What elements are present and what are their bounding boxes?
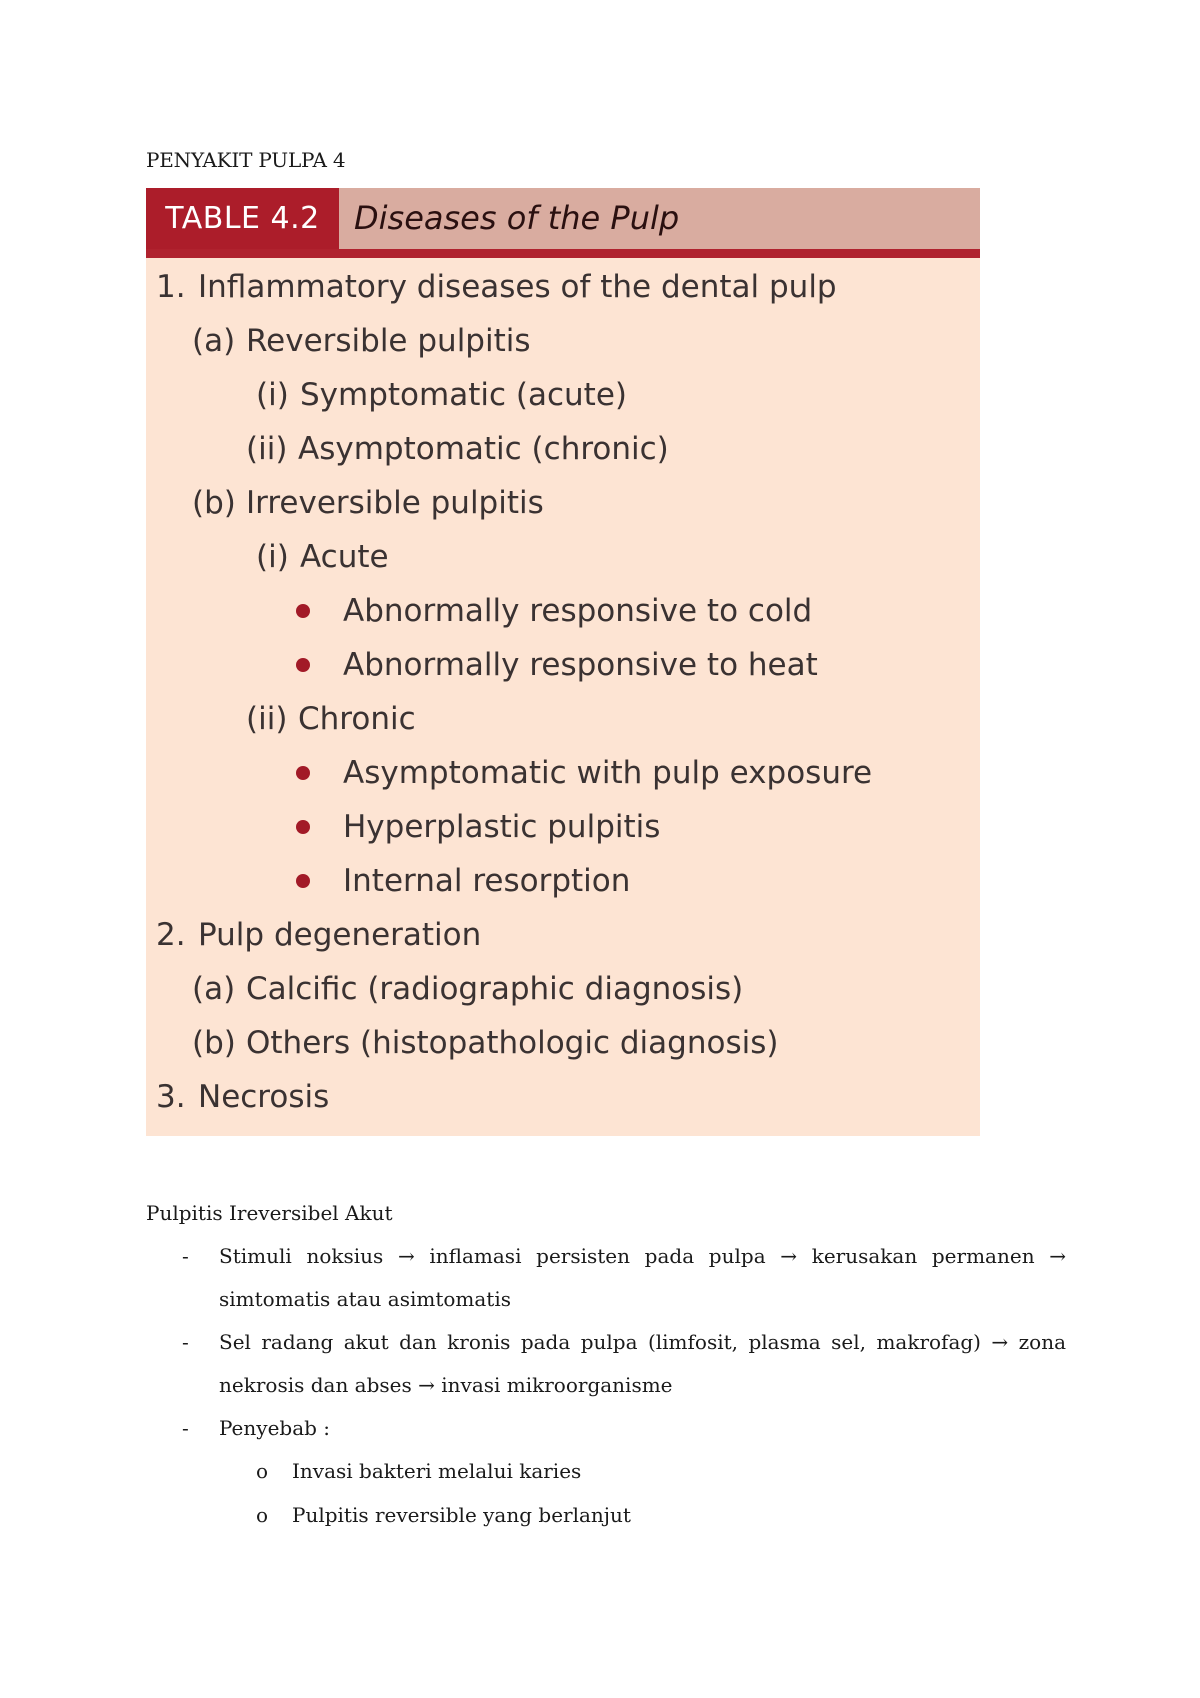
row-label: Abnormally responsive to heat	[343, 647, 818, 683]
row-label: Inflammatory diseases of the dental pulp	[198, 269, 837, 305]
dash-marker: -	[182, 1416, 189, 1440]
row-label: Hyperplastic pulpitis	[343, 809, 661, 845]
circle-bullet-icon: o	[256, 1503, 269, 1527]
row-marker: (b)	[192, 485, 236, 521]
row-marker: (a)	[192, 971, 236, 1007]
bullet-dot-icon	[296, 854, 334, 908]
circle-bullet-icon: o	[256, 1459, 269, 1483]
table-header	[146, 188, 980, 258]
row-label: Pulp degeneration	[198, 917, 482, 953]
note-text: Sel radang akut dan kronis pada pulpa (limfosit, plasma sel, makrofag) → zona nekrosis dan abses → invasi mikroorganisme	[219, 1330, 1066, 1397]
document-title: PENYAKIT PULPA 4	[146, 148, 346, 172]
row-marker: 2.	[156, 917, 186, 953]
row-label: Abnormally responsive to cold	[343, 593, 813, 629]
row-label: Calcific (radiographic diagnosis)	[246, 971, 744, 1007]
row-label: Internal resorption	[343, 863, 631, 899]
sub-item-text: Pulpitis reversible yang berlanjut	[292, 1503, 631, 1527]
bullet-dot-icon	[296, 746, 334, 800]
row-label: Necrosis	[198, 1079, 330, 1115]
row-marker: 3.	[156, 1079, 186, 1115]
row-label: Reversible pulpitis	[246, 323, 531, 359]
row-label: Irreversible pulpitis	[246, 485, 544, 521]
dash-marker: -	[182, 1330, 189, 1354]
row-marker: (ii)	[246, 431, 288, 467]
row-marker: (i)	[256, 377, 289, 413]
row-label: Others (histopathologic diagnosis)	[246, 1025, 779, 1061]
note-text: Stimuli noksius → inflamasi persisten pada pulpa → kerusakan permanen → simtomatis atau asimtomatis	[219, 1244, 1066, 1311]
table-number: TABLE 4.2	[146, 188, 339, 249]
row-label: Asymptomatic (chronic)	[298, 431, 669, 467]
sub-item-text: Invasi bakteri melalui karies	[292, 1459, 582, 1483]
row-label: Asymptomatic with pulp exposure	[343, 755, 873, 791]
row-marker: (a)	[192, 323, 236, 359]
row-marker: (i)	[256, 539, 289, 575]
bullet-dot-icon	[296, 800, 334, 854]
row-marker: (b)	[192, 1025, 236, 1061]
notes-heading: Pulpitis Ireversibel Akut	[146, 1201, 393, 1225]
diseases-table-figure	[146, 188, 980, 1136]
row-label: Acute	[300, 539, 389, 575]
row-label: Chronic	[298, 701, 416, 737]
row-marker: (ii)	[246, 701, 288, 737]
row-marker: 1.	[156, 269, 186, 305]
row-label: Symptomatic (acute)	[300, 377, 627, 413]
bullet-dot-icon	[296, 584, 334, 638]
dash-marker: -	[182, 1244, 189, 1268]
note-text: Penyebab :	[219, 1416, 331, 1440]
bullet-dot-icon	[296, 638, 334, 692]
table-title: Diseases of the Pulp	[354, 199, 680, 237]
